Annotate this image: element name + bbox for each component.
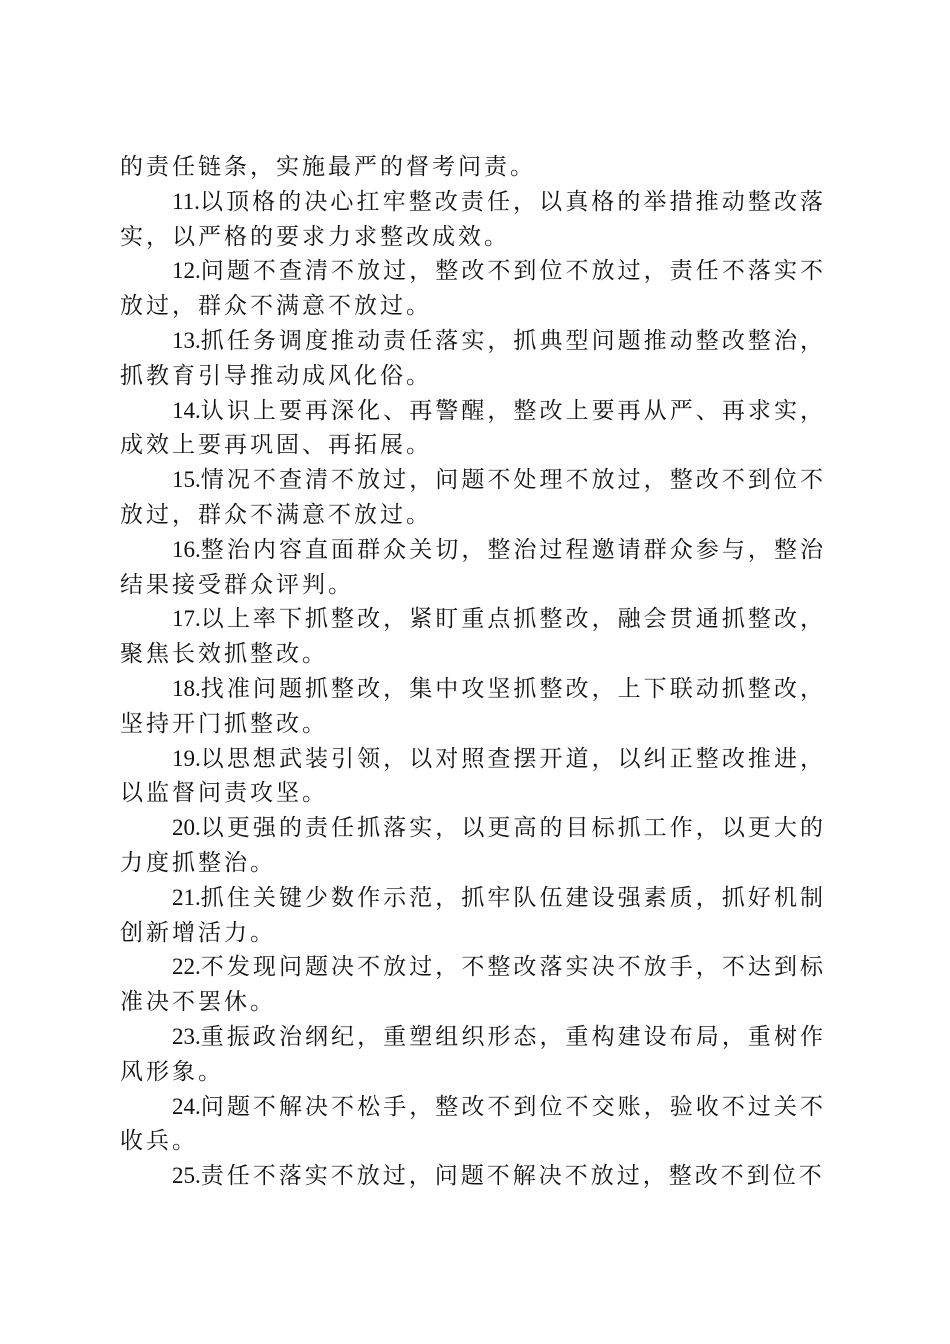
list-item-19 — [120, 742, 826, 812]
item-text: 以更强的责任抓落实，以更高的目标抓工作，以更大的力度抓整治。 — [120, 815, 826, 876]
continuation-paragraph: 的责任链条，实施最严的督考问责。 — [120, 154, 536, 180]
item-number: 18. — [172, 675, 201, 701]
list-item-15 — [120, 463, 826, 533]
item-text: 问题不查清不放过，整改不到位不放过，责任不落实不放过，群众不满意不放过。 — [120, 258, 826, 320]
item-text: 抓住关键少数作示范，抓牢队伍建设强素质，抓好机制创新增活力。 — [120, 884, 826, 946]
item-text: 认识上要再深化、再警醒，整改上要再从严、再求实，成效上要再巩固、再拓展。 — [120, 397, 826, 459]
item-text: 责任不落实不放过，问题不解决不放过，整改不到位不 — [200, 1163, 825, 1190]
item-text: 重振政治纲纪，重塑组织形态，重构建设布局，重树作风形象。 — [120, 1023, 826, 1085]
item-number: 21. — [172, 884, 201, 910]
item-number: 16. — [172, 536, 201, 562]
item-text: 找准问题抓整改，集中攻坚抓整改，上下联动抓整改，坚持开门抓整改。 — [120, 675, 826, 737]
item-number: 22. — [172, 954, 201, 980]
item-number: 13. — [172, 327, 201, 353]
item-text: 问题不解决不松手，整改不到位不交账，验收不过关不收兵。 — [120, 1093, 826, 1155]
item-number: 25. — [172, 1163, 201, 1189]
list-item-14 — [120, 394, 826, 464]
item-number: 20. — [172, 815, 201, 841]
list-item-12 — [120, 254, 826, 324]
list-item-22 — [120, 950, 826, 1020]
item-number: 12. — [172, 258, 201, 284]
list-item-13 — [120, 324, 826, 394]
item-text: 整治内容直面群众关切，整治过程邀请群众参与，整治结果接受群众评判。 — [120, 536, 826, 598]
document-body — [120, 150, 826, 1194]
item-text: 情况不查清不放过，问题不处理不放过，整改不到位不放过，群众不满意不放过。 — [120, 467, 826, 528]
list-item-11 — [120, 185, 826, 255]
list-item-23 — [120, 1020, 826, 1090]
item-number: 19. — [172, 745, 201, 771]
list-item-21 — [120, 881, 826, 951]
item-number: 11. — [172, 188, 200, 214]
list-item-17 — [120, 602, 826, 672]
item-text: 以思想武装引领，以对照查摆开道，以纠正整改推进，以监督问责攻坚。 — [120, 745, 826, 807]
item-number: 23. — [172, 1023, 201, 1049]
item-number: 17. — [172, 606, 201, 632]
item-number: 14. — [172, 397, 201, 423]
list-item-25 — [120, 1159, 826, 1194]
list-item-18 — [120, 672, 826, 742]
list-item-16 — [120, 533, 826, 603]
item-number: 15. — [172, 467, 201, 493]
item-text: 以上率下抓整改，紧盯重点抓整改，融会贯通抓整改，聚焦长效抓整改。 — [120, 606, 826, 668]
item-number: 24. — [172, 1093, 201, 1119]
item-text: 不发现问题决不放过，不整改落实决不放手，不达到标准决不罢休。 — [120, 954, 826, 1016]
item-text: 抓任务调度推动责任落实，抓典型问题推动整改整治，抓教育引导推动成风化俗。 — [120, 327, 826, 389]
list-item-24 — [120, 1090, 826, 1160]
item-text: 以顶格的决心扛牢整改责任，以真格的举措推动整改落实，以严格的要求力求整改成效。 — [120, 188, 826, 250]
list-item-20 — [120, 811, 826, 881]
